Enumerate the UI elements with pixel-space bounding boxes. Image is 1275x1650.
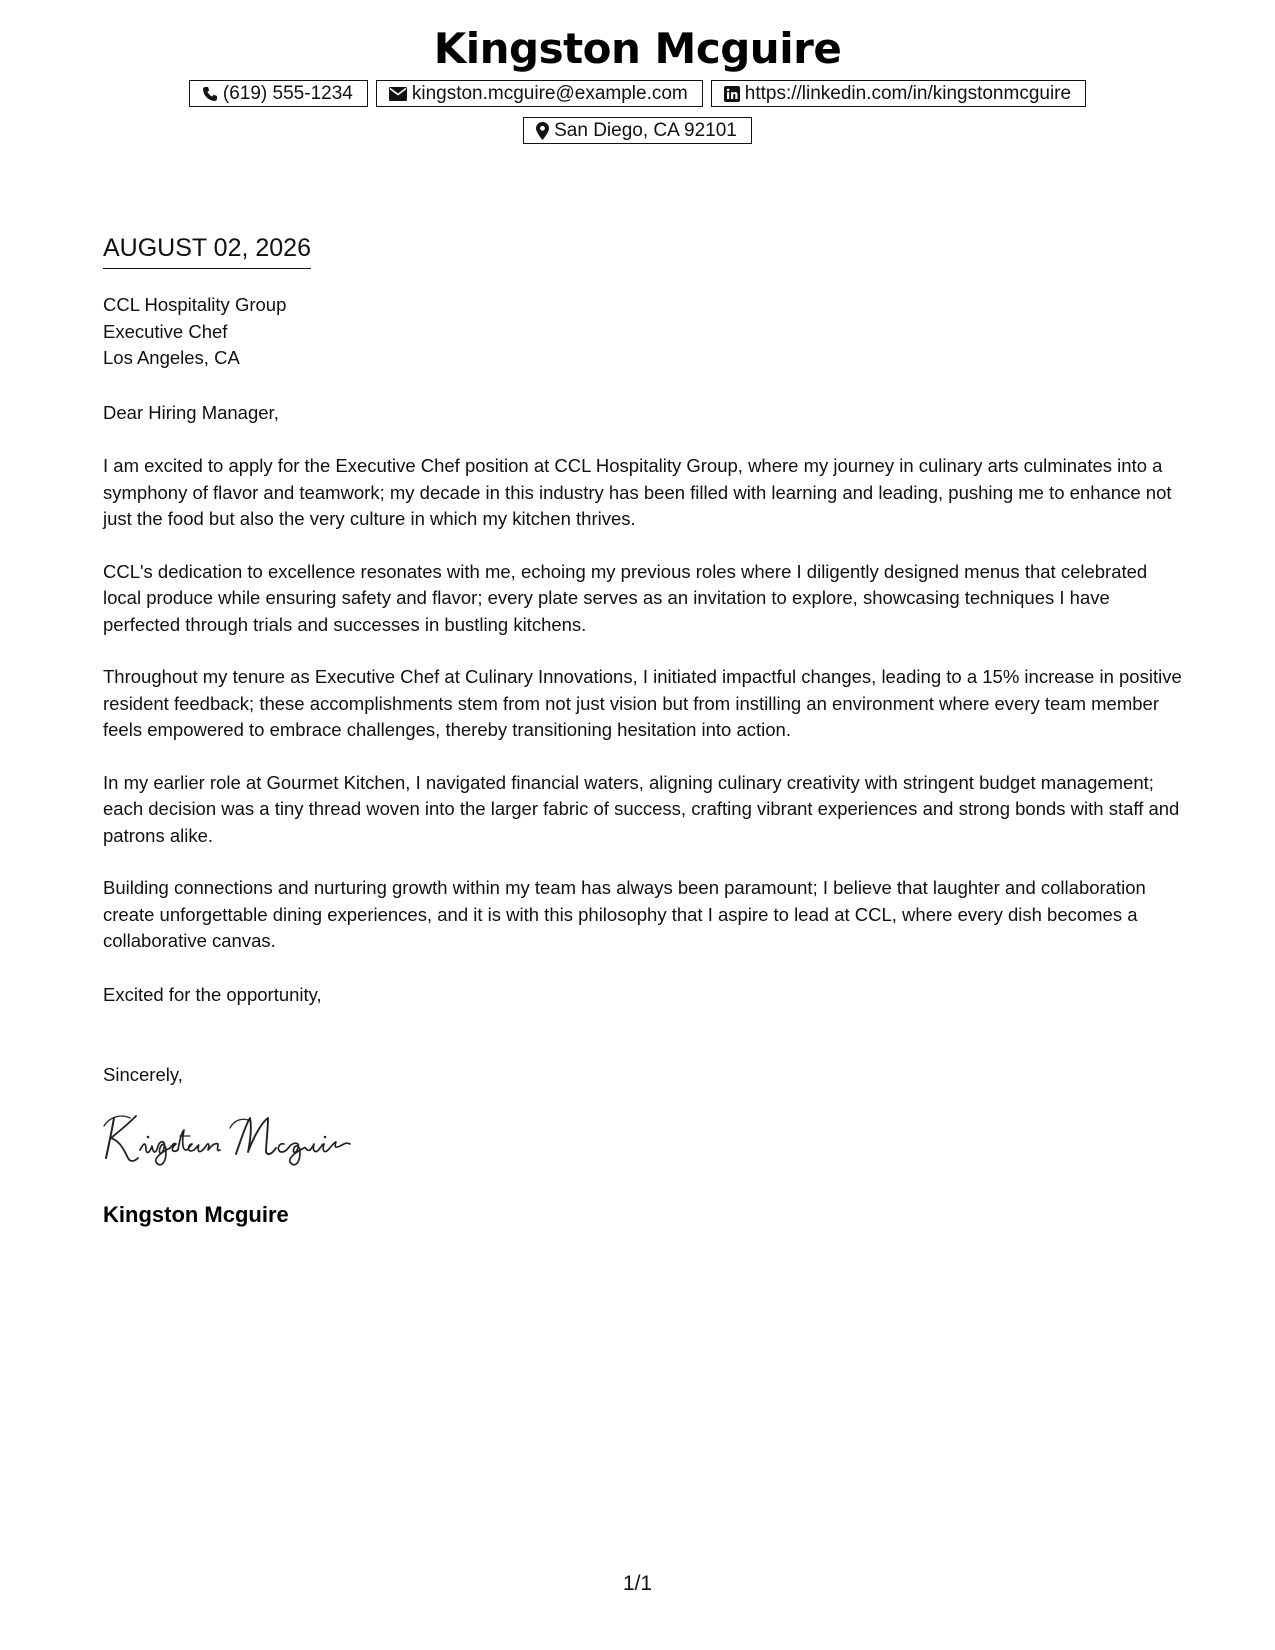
linkedin-icon <box>724 86 740 102</box>
map-marker-icon <box>536 122 549 140</box>
body-paragraph: CCL's dedication to excellence resonates with me, echoing my previous roles where I diligently designed menus that celebrated local produce while ensuring safety and flavor; every plate serves as an invitation to explore, showcasing techniques I have perfected through trials and successes in bustling kitchens. <box>103 560 1148 635</box>
phone-chip[interactable] <box>189 80 368 107</box>
salutation: Dear Hiring Manager, <box>103 402 279 423</box>
letter-body <box>103 453 1183 981</box>
envelope-icon <box>389 87 407 101</box>
linkedin-chip[interactable] <box>711 80 1086 107</box>
recipient-position: Executive Chef <box>103 320 228 342</box>
page-indicator: 1/1 <box>622 1572 653 1595</box>
closing-line: Excited for the opportunity, <box>103 984 322 1005</box>
body-paragraph: Building connections and nurturing growth within my team has always been paramount; I believe that laughter and collaboration create unforgettable dining experiences, and it is with this philosophy that I aspire to lead at CCL, where every dish becomes a collaborative canvas. <box>103 877 1146 951</box>
email-text: kingston.mcguire@example.com <box>411 82 688 104</box>
phone-text: (619) 555-1234 <box>222 82 353 104</box>
handwritten-signature <box>100 1108 370 1168</box>
body-paragraph: Throughout my tenure as Executive Chef at Culinary Innovations, I initiated impactful changes, leading to a 15% increase in positive resident feedback; these accomplishments stem from not just vision but from instilling an environment where every team member feels empowered to embrace challenges, thereby transitioning hesitation into action. <box>103 666 1182 740</box>
email-chip[interactable] <box>376 80 703 107</box>
signoff: Sincerely, <box>103 1064 183 1085</box>
body-paragraph: In my earlier role at Gourmet Kitchen, I navigated financial waters, aligning culinary creativity with stringent budget management; each decision was a tiny thread woven into the larger fabric of success, crafting vibrant experiences and strong bonds with staff and patrons alike. <box>103 771 1180 846</box>
linkedin-text: https://linkedin.com/in/kingstonmcguire <box>744 82 1072 104</box>
contact-row <box>0 80 1275 107</box>
location-text: San Diego, CA 92101 <box>554 119 737 141</box>
recipient-location: Los Angeles, CA <box>103 347 240 368</box>
letter-date: AUGUST 02, 2026 <box>103 232 311 269</box>
applicant-name: Kingston Mcguire <box>433 24 842 73</box>
location-chip[interactable] <box>523 117 752 144</box>
contact-row-location <box>0 117 1275 144</box>
recipient-block <box>103 292 286 372</box>
phone-icon <box>202 86 218 102</box>
signer-name: Kingston Mcguire <box>103 1202 289 1227</box>
body-paragraph: I am excited to apply for the Executive Chef position at CCL Hospitality Group, where my journey in culinary arts culminates into a symphony of flavor and teamwork; my decade in this industry has been filled with learning and leading, pushing me to enhance not just the food but also the very culture in which my kitchen thrives. <box>103 455 1172 529</box>
recipient-company: CCL Hospitality Group <box>103 294 287 315</box>
